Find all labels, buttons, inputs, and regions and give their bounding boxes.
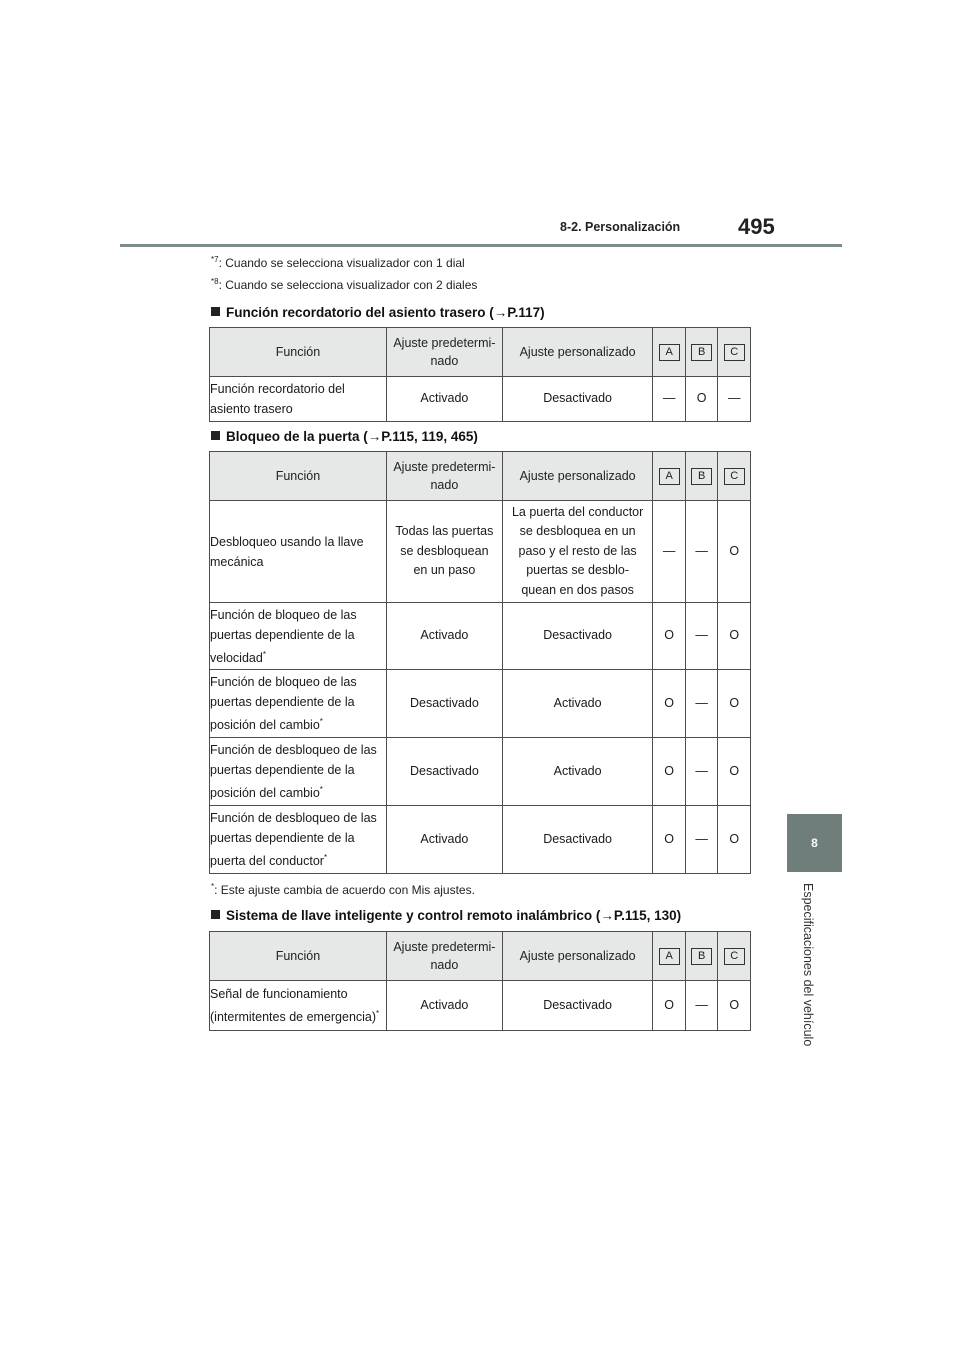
cell-function: Función de bloqueo de las puertas dependiente de la velocidad*: [210, 603, 387, 670]
header-function: Función: [210, 452, 387, 501]
table-door-lock: [209, 451, 751, 874]
table-row: [210, 603, 751, 670]
cell-a: O: [653, 603, 686, 670]
header-divider: [120, 244, 842, 247]
header-custom: Ajuste personalizado: [502, 452, 653, 501]
cell-a: O: [653, 806, 686, 874]
section-bullet-icon: [211, 307, 220, 316]
cell-b: —: [685, 738, 718, 806]
cell-b: —: [685, 806, 718, 874]
chapter-title: Especificaciones del vehículo: [801, 883, 815, 1047]
cell-a: —: [653, 377, 686, 422]
header-default: Ajuste predetermi- nado: [386, 328, 502, 377]
header-section-title: 8-2. Personalización: [560, 220, 681, 234]
cell-function: Función de desbloqueo de las puertas dependiente de la posición del cambio*: [210, 738, 387, 806]
cell-c: O: [718, 738, 751, 806]
cell-default: Activado: [386, 806, 502, 874]
cell-default: Desactivado: [386, 670, 502, 738]
table-row: [210, 377, 751, 422]
header-a: A: [653, 932, 686, 981]
table-rear-seat-reminder: [209, 327, 751, 422]
header-b: B: [685, 328, 718, 377]
section-title-smart-key: Sistema de llave inteligente y control remoto inalámbrico (→P.115, 130): [211, 908, 681, 923]
cell-default: Activado: [386, 981, 502, 1031]
page-number: 495: [738, 214, 775, 239]
cell-custom: Activado: [502, 670, 653, 738]
cell-custom: Activado: [502, 738, 653, 806]
cell-b: —: [685, 501, 718, 603]
chapter-tab: 8: [787, 814, 842, 872]
table-smart-key: [209, 931, 751, 1031]
cell-c: O: [718, 806, 751, 874]
footnote-my-settings: *: Este ajuste cambia de acuerdo con Mis ajustes.: [211, 882, 475, 897]
cell-function: Función recordatorio del asiento trasero: [210, 377, 387, 422]
cell-b: —: [685, 603, 718, 670]
cell-a: O: [653, 981, 686, 1031]
cell-custom: Desactivado: [502, 981, 653, 1031]
cell-b: O: [685, 377, 718, 422]
cell-a: —: [653, 501, 686, 603]
footnote-8: $^{*8}$: Cuando se selecciona visualizador con 2 diales: [211, 277, 478, 292]
cell-c: O: [718, 501, 751, 603]
cell-c: O: [718, 603, 751, 670]
section-bullet-icon: [211, 910, 220, 919]
cell-default: Todas las puertas se desbloquean en un paso: [386, 501, 502, 603]
header-function: Función: [210, 932, 387, 981]
header-default: Ajuste predetermi- nado: [386, 452, 502, 501]
cell-a: O: [653, 670, 686, 738]
table-row: [210, 501, 751, 603]
header-c: C: [718, 452, 751, 501]
cell-a: O: [653, 738, 686, 806]
cell-custom: La puerta del conductor se desbloquea en un paso y el resto de las puertas se desblo- quean en dos pasos: [502, 501, 653, 603]
header-c: C: [718, 328, 751, 377]
table-row: [210, 738, 751, 806]
header-b: B: [685, 452, 718, 501]
cell-c: —: [718, 377, 751, 422]
header-c: C: [718, 932, 751, 981]
cell-function: Función de desbloqueo de las puertas dependiente de la puerta del conductor*: [210, 806, 387, 874]
cell-default: Activado: [386, 377, 502, 422]
cell-b: —: [685, 670, 718, 738]
cell-custom: Desactivado: [502, 603, 653, 670]
cell-custom: Desactivado: [502, 806, 653, 874]
header-a: A: [653, 328, 686, 377]
cell-function: Señal de funcionamiento (intermitentes de emergencia)*: [210, 981, 387, 1031]
table-row: [210, 981, 751, 1031]
header-custom: Ajuste personalizado: [502, 932, 653, 981]
cell-function: Función de bloqueo de las puertas dependiente de la posición del cambio*: [210, 670, 387, 738]
cell-c: O: [718, 670, 751, 738]
header-a: A: [653, 452, 686, 501]
table-row: [210, 670, 751, 738]
header-b: B: [685, 932, 718, 981]
table-row: [210, 806, 751, 874]
section-title-door-lock: Bloqueo de la puerta (→P.115, 119, 465): [211, 429, 478, 444]
section-title-rear-seat-reminder: Función recordatorio del asiento trasero (→P.117): [211, 305, 545, 320]
cell-function: Desbloqueo usando la llave mecánica: [210, 501, 387, 603]
cell-default: Desactivado: [386, 738, 502, 806]
header-custom: Ajuste personalizado: [502, 328, 653, 377]
header-default: Ajuste predetermi- nado: [386, 932, 502, 981]
footnote-7: $^{*7}$: Cuando se selecciona visualizador con 1 dial: [211, 255, 465, 270]
cell-c: O: [718, 981, 751, 1031]
cell-b: —: [685, 981, 718, 1031]
section-bullet-icon: [211, 431, 220, 440]
cell-custom: Desactivado: [502, 377, 653, 422]
header-function: Función: [210, 328, 387, 377]
cell-default: Activado: [386, 603, 502, 670]
